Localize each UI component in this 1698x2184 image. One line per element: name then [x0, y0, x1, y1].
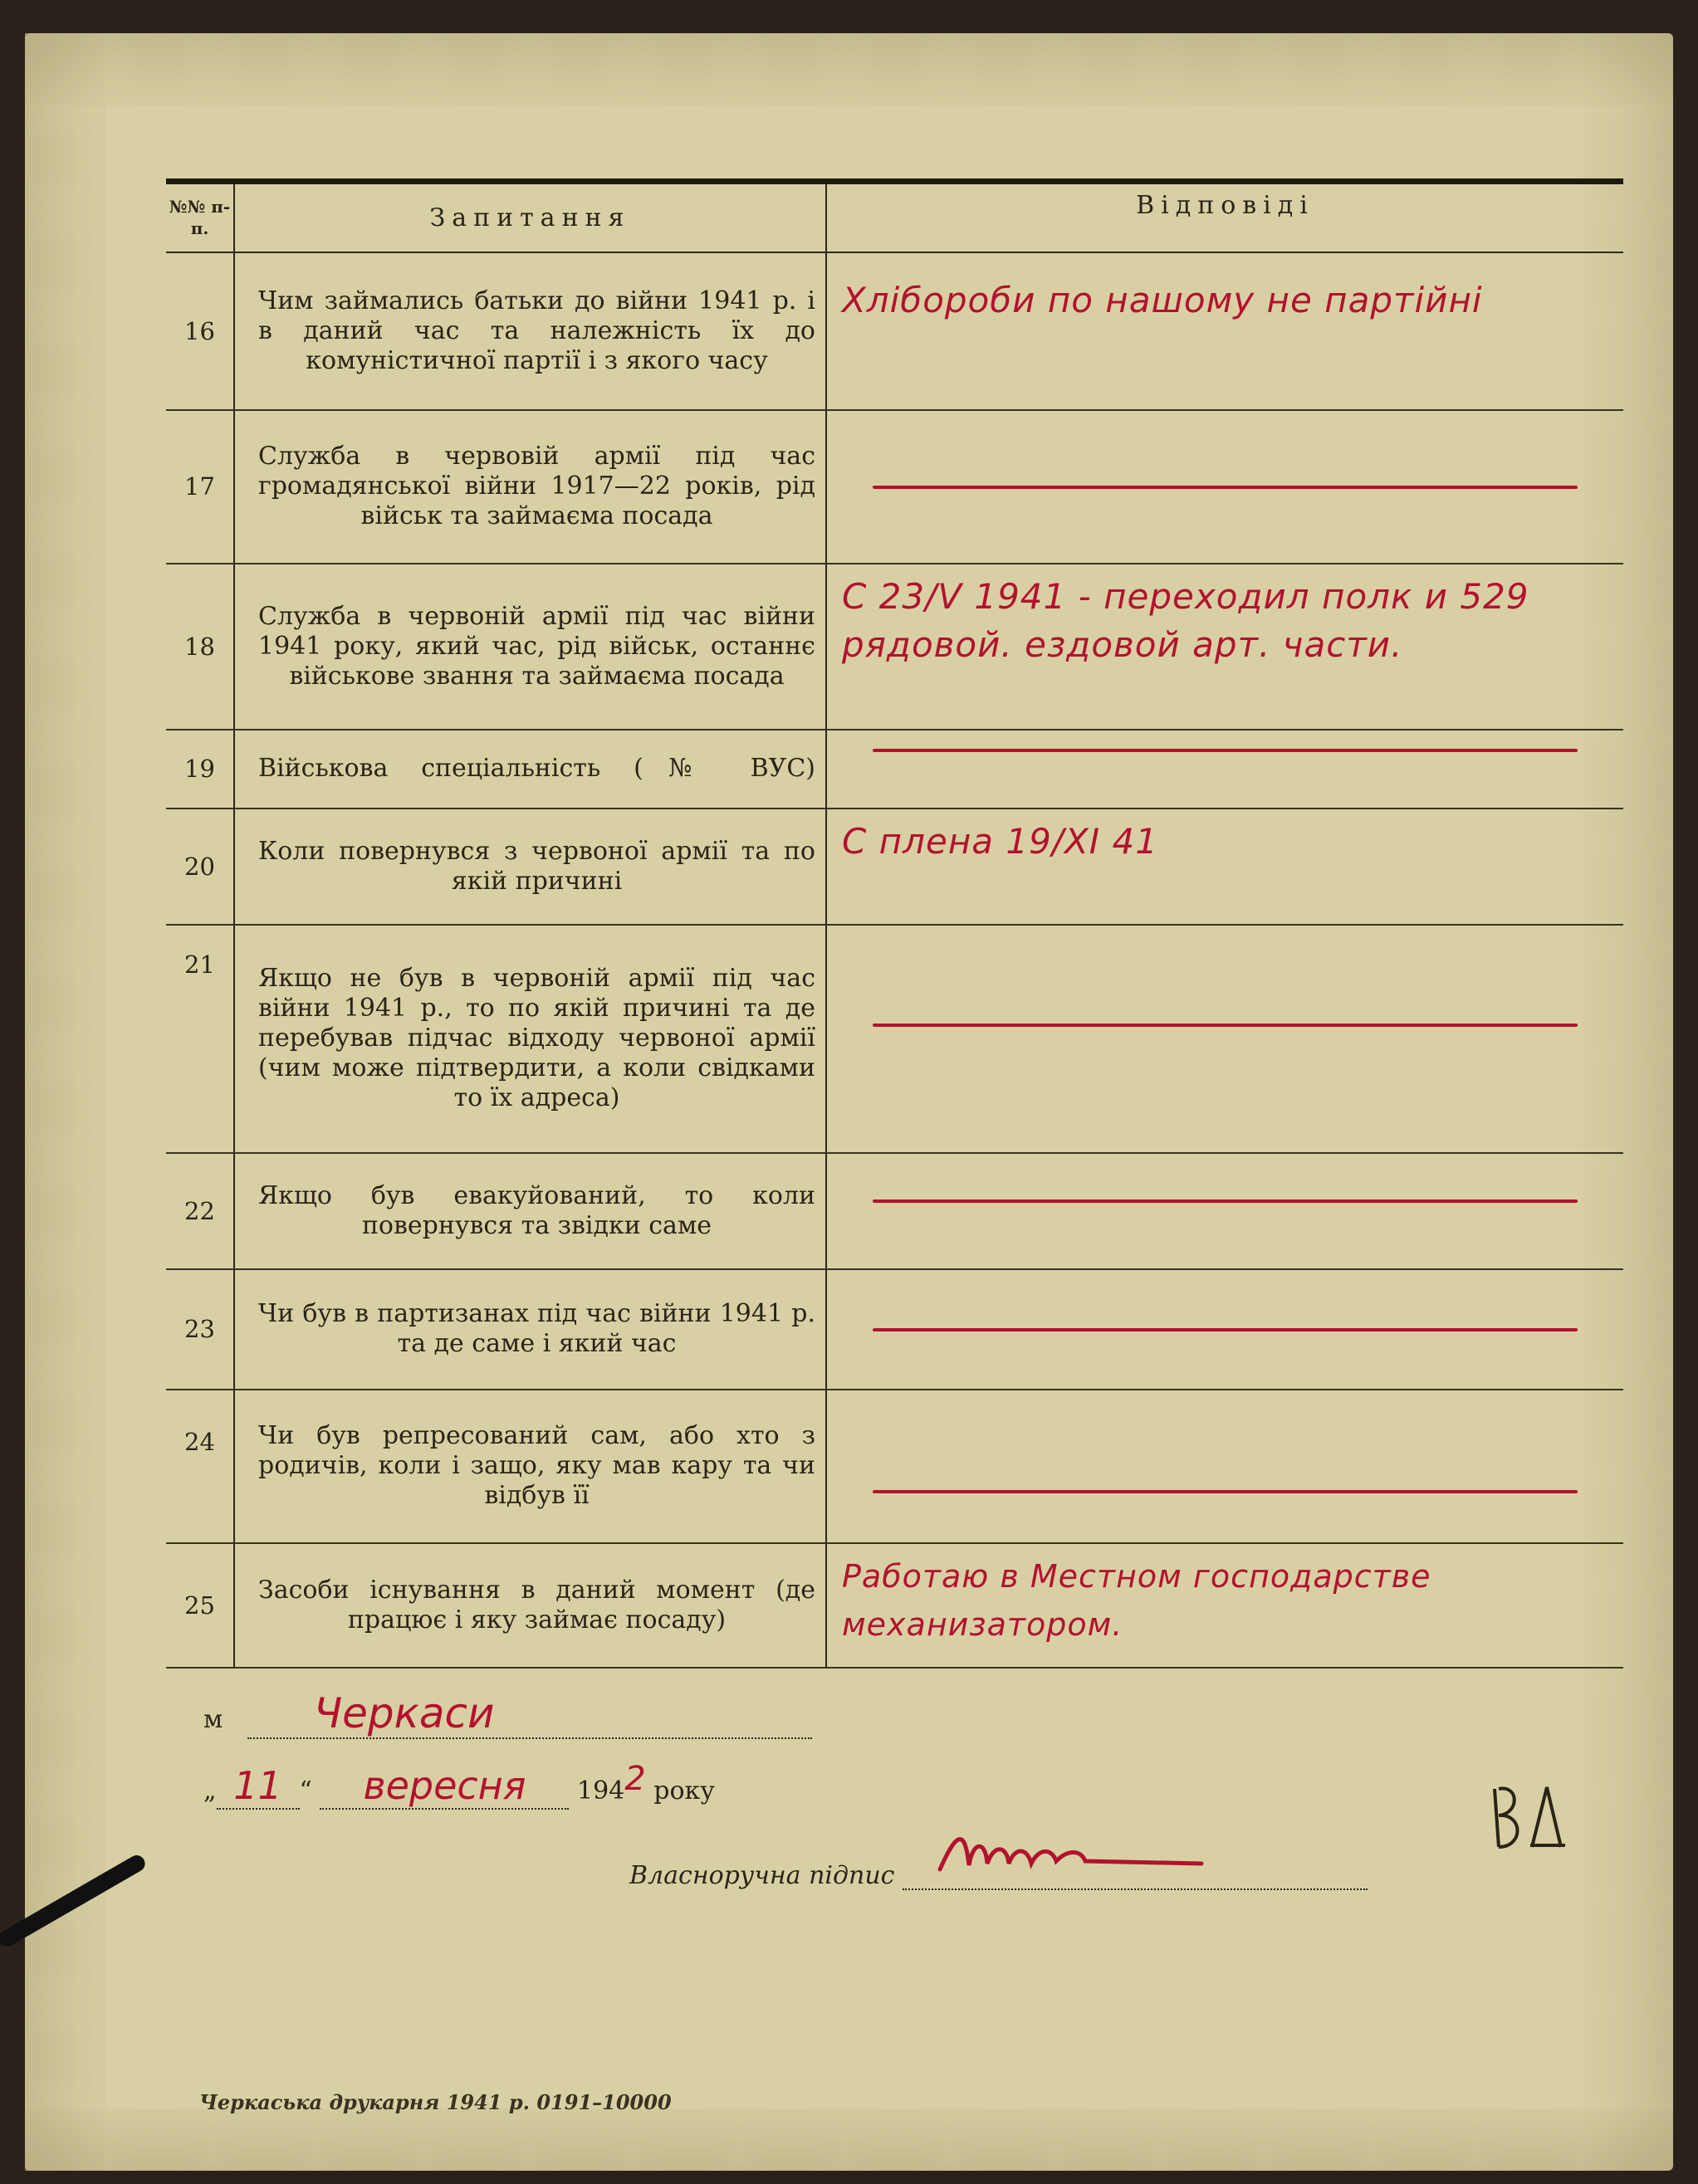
question-text: Чи був репресований сам, або хто з родичів, коли і защо, яку мав кару та чи відбув її [234, 1390, 826, 1543]
year-prefix: 194 [576, 1776, 625, 1805]
row-number: 19 [166, 730, 234, 809]
table-row [166, 1390, 1623, 1543]
question-text: Військова спеціальність (№ ВУС) [234, 730, 826, 809]
place-prefix: м [203, 1705, 223, 1734]
table-row [166, 410, 1623, 564]
place-value: Черкаси [313, 1689, 495, 1737]
date-day-field [217, 1763, 300, 1810]
question-text: Служба в червоній армії під час війни 1941 року, який час, рід військ, останнє військове звання та займаєма посада [234, 564, 826, 730]
question-text: Якщо був евакуйований, то коли повернувся та звідки саме [234, 1153, 826, 1269]
row-number: 22 [166, 1153, 234, 1269]
signature-line [629, 1855, 1368, 1890]
header-number: №№ п-п. [166, 182, 234, 252]
answer-dash [873, 1024, 1578, 1027]
table-row [166, 252, 1623, 410]
row-number: 20 [166, 809, 234, 925]
answer-cell [826, 564, 1623, 730]
header-answer: Відповіді [826, 182, 1623, 252]
table-row [166, 925, 1623, 1153]
date-month: вересня [363, 1763, 526, 1808]
place-line [203, 1689, 812, 1739]
initials-mark [1482, 1772, 1573, 1864]
date-line: „ 11 “ вересня 1942 року [203, 1760, 715, 1808]
row-number: 24 [166, 1390, 234, 1543]
table-row [166, 1543, 1623, 1668]
question-text: Чи був в партизанах під час війни 1941 р. та де саме і який час [234, 1269, 826, 1390]
row-number: 21 [166, 925, 234, 1153]
answer-cell [826, 809, 1623, 925]
answer-dash [873, 486, 1578, 489]
questionnaire-table [166, 178, 1623, 1669]
table-row [166, 564, 1623, 730]
question-text: Служба в червовій армії під час громадянської війни 1917—22 років, рід військ та займаєма посада [234, 410, 826, 564]
year-suffix: 2 [624, 1760, 646, 1798]
place-field [247, 1689, 812, 1739]
printer-imprint: Черкаська друкарня 1941 р. 0191–10000 [199, 2090, 672, 2114]
question-text: Засоби існування в даний момент (де працює і яку займає посаду) [234, 1543, 826, 1668]
handwritten-answer: Работаю в Местном господарстве механизатором. [842, 1557, 1431, 1643]
question-text: Чим займались батьки до війни 1941 р. і в даний час та належність їх до комуністичної партії і з якого часу [234, 252, 826, 410]
answer-cell [826, 925, 1623, 1153]
answer-cell [826, 730, 1623, 809]
answer-dash [873, 1328, 1578, 1331]
answer-cell [826, 1543, 1623, 1668]
handwritten-answer: Хлібороби по нашому не партійні [842, 279, 1483, 320]
answer-cell [826, 252, 1623, 410]
signature-field [903, 1855, 1368, 1890]
answer-dash [873, 749, 1578, 752]
signature-label: Власноручна підпис [629, 1861, 895, 1890]
row-number: 16 [166, 252, 234, 410]
answer-cell [826, 1269, 1623, 1390]
answer-cell [826, 1153, 1623, 1269]
handwritten-answer: С плена 19/XI 41 [842, 820, 1158, 862]
date-day: 11 [233, 1763, 282, 1808]
answer-cell [826, 1390, 1623, 1543]
row-number: 25 [166, 1543, 234, 1668]
table-row [166, 1153, 1623, 1269]
answer-cell [826, 410, 1623, 564]
answer-dash [873, 1199, 1578, 1203]
answer-dash [873, 1490, 1578, 1493]
row-number: 17 [166, 410, 234, 564]
table-header [166, 182, 1623, 252]
row-number: 18 [166, 564, 234, 730]
row-number: 23 [166, 1269, 234, 1390]
table-row [166, 1269, 1623, 1390]
question-text: Коли повернувся з червоної армії та по якій причині [234, 809, 826, 925]
signature-scribble [936, 1824, 1210, 1882]
year-word: року [653, 1776, 715, 1805]
date-month-field [320, 1763, 569, 1810]
header-question: Запитання [234, 182, 826, 252]
table-row [166, 809, 1623, 925]
question-text: Якщо не був в червоній армії під час війни 1941 р., то по якій причині та де перебував підчас відходу червоної армії (чим може підтвердити, а коли свідками то їх адреса) [234, 925, 826, 1153]
handwritten-answer: С 23/V 1941 - переходил полк и 529 рядовой. ездовой арт. части. [842, 575, 1529, 665]
table-row [166, 730, 1623, 809]
